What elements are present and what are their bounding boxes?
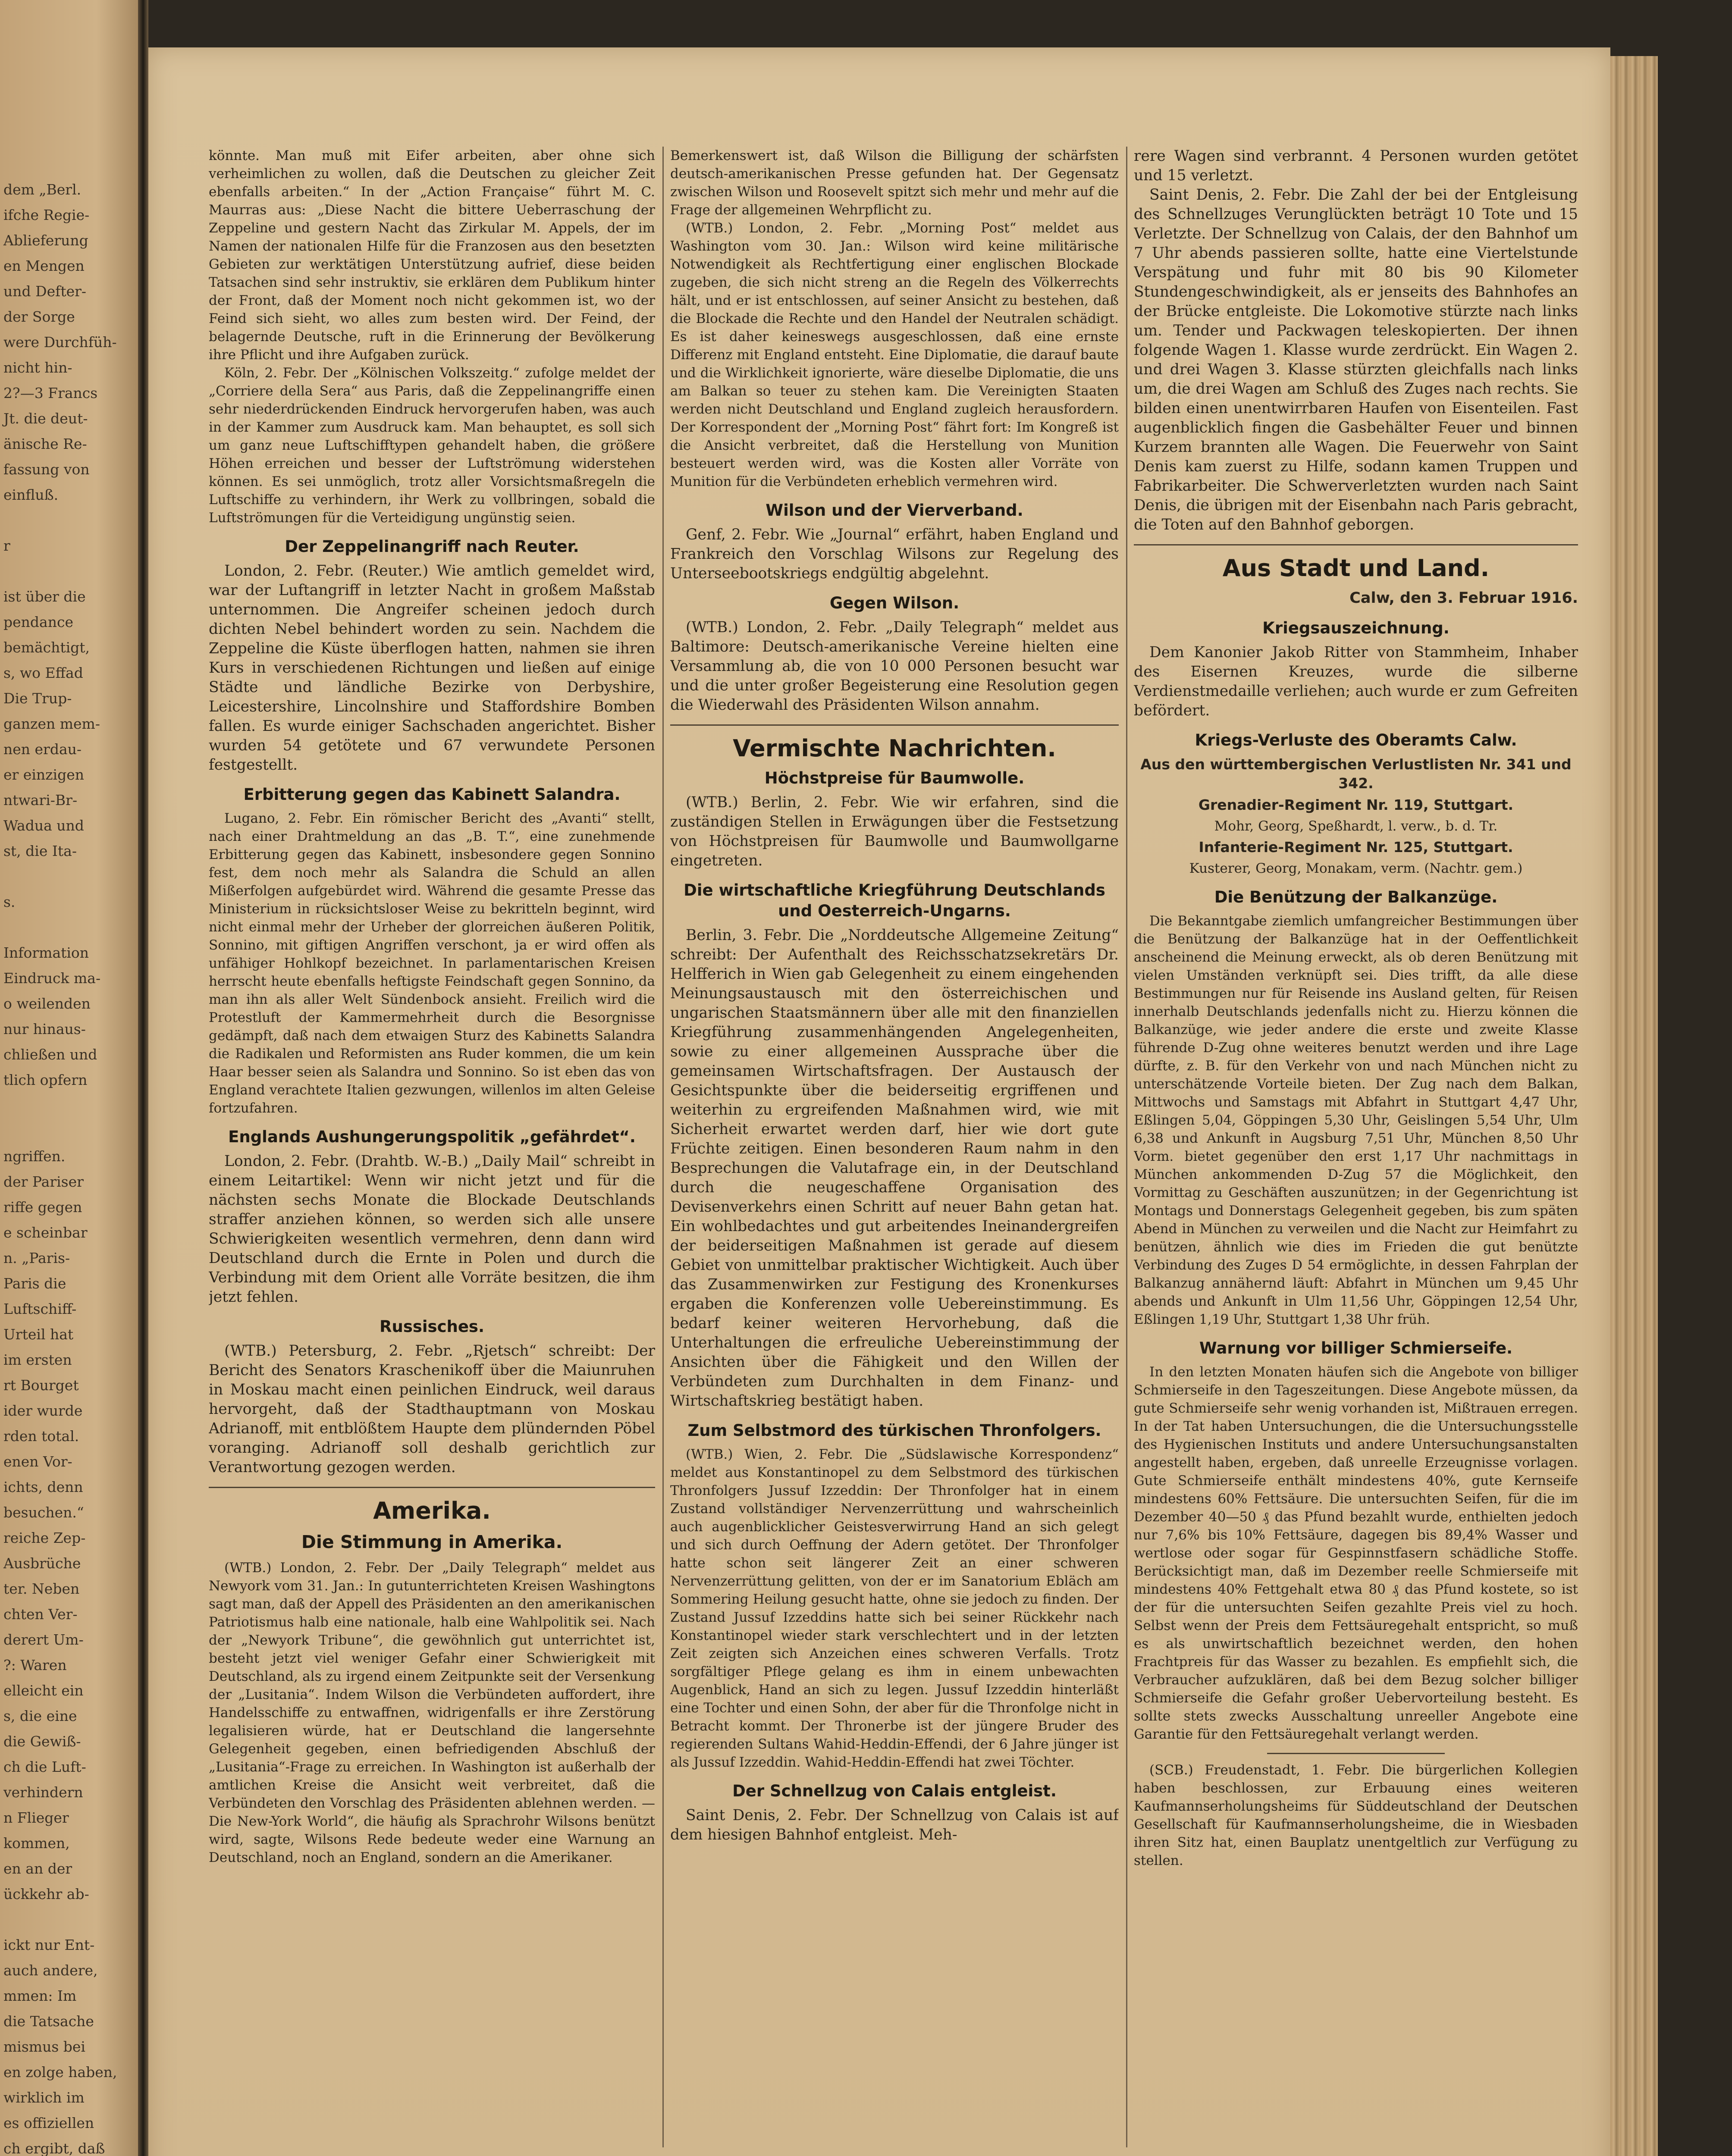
left-page-line: es offiziellen xyxy=(3,2115,94,2131)
headline: Die Stimmung in Amerika. xyxy=(301,1532,563,1552)
left-page-line: änische Re- xyxy=(3,436,87,452)
left-page-line xyxy=(0,558,138,584)
left-page-line: tlich opfern xyxy=(3,1072,88,1088)
headline: Zum Selbstmord des türkischen Thronfolgers. xyxy=(687,1421,1101,1440)
section-rule xyxy=(670,724,1119,726)
left-page-line: rden total. xyxy=(3,1428,79,1445)
left-page-line: n. „Paris- xyxy=(3,1250,70,1266)
left-page-line: ch die Luft- xyxy=(3,1758,86,1775)
left-page-line: ider wurde xyxy=(3,1402,83,1419)
left-page-line: Ausbrüche xyxy=(3,1555,81,1572)
article-paragraph: Bemerkenswert ist, daß Wilson die Billigung der schärfsten deutsch-amerikanischen Presse gefunden hat. Der Gegensatz zwischen Wilson und Roosevelt spitzt sich mehr und mehr auf die Frage der allgemeinen Wehrpflicht zu. xyxy=(670,148,1119,218)
left-page-line: elleicht ein xyxy=(3,1682,84,1699)
left-page-line: reiche Zep- xyxy=(3,1529,86,1546)
newspaper-page xyxy=(148,47,1610,2156)
casualty-entry: Mohr, Georg, Speßhardt, l. verw., b. d. Tr. xyxy=(1214,818,1498,834)
left-page-line: Eindruck ma- xyxy=(3,970,101,987)
headline: Erbitterung gegen das Kabinett Salandra. xyxy=(243,785,621,804)
left-page-line: auch andere, xyxy=(3,1962,98,1979)
left-page-line: chließen und xyxy=(3,1046,97,1063)
left-page-line: dem „Berl. xyxy=(3,181,82,198)
article-paragraph: Berlin, 3. Febr. Die „Norddeutsche Allgemeine Zeitung“ schreibt: Der Aufenthalt des Reichsschatzsekretärs Dr. Helfferich in Wien gab Gelegenheit zu einem eingehenden Meinungsaustausch mit den österreichischen und ungarischen Staatsmännern über alle mit den finanziellen Kriegführung zusammenhängenden Angelegenheiten, sowie zu einer allgemeinen Aussprache über die gemeinsamen Wirtschaftsfragen. Der Austausch der Gesichtspunkte über die beiderseitig ergriffenen und weiterhin zu ergreifenden Maßnahmen wird, wie mit Sicherheit erwartet werden darf, hier wie dort gute Früchte zeitigen. Einen besonderen Raum nahm in den Besprechungen die Valutafrage ein, in der Deutschland durch die neugeschaffene Organisation des Devisenverkehrs einen Schritt auf neuer Bahn getan hat. Ein wohlbedachtes und gut arbeitendes Ineinandergreifen der beiderseitigen Maßnahmen ist gerade auf diesem Gebiet von unmittelbar praktischer Wichtigkeit. Auch über das Zusammenwirken zur Festigung des Kronenkurses ergaben die Konferenzen volle Uebereinstimmung. Es bedarf keiner weiteren Hervorhebung, daß die Unterhaltungen die erfreuliche Uebereinstimmung der Ansichten über die Fähigkeit und den Willen der Verbündeten zum Durchhalten in dem Finanz- und Wirtschaftskrieg bestätigt haben. xyxy=(670,927,1119,1410)
column-2 xyxy=(670,147,1119,2147)
page-edges xyxy=(1610,56,1658,2156)
left-page-line: fassung von xyxy=(3,461,90,478)
left-page-line: ngriffen. xyxy=(3,1148,66,1165)
left-page-line: en zolge haben, xyxy=(3,2064,117,2081)
article-paragraph: (WTB.) London, 2. Febr. Der „Daily Telegraph“ meldet aus Newyork vom 31. Jan.: In gutunterrichteten Kreisen Washingtons sagt man, daß der Appell des Präsidenten an den amerikanischen Patriotismus halb eine nationale, halb eine Wahlpolitik sei. Nach der „Newyork Tribune“, die gewöhnlich gut unterrichtet ist, besteht jetzt viel weniger Gefahr einer Schwierigkeit mit Deutschland, als zu irgend einem Zeitpunkte seit der Versenkung der „Lusitania“. Indem Wilson die Verbündeten auffordert, ihre Handelsschiffe zu entwaffnen, widrigenfalls er ihre Zerstörung legalisieren würde, hat er Deutschland die langersehnte Gelegenheit gegeben, einen befriedigenden Abschluß der „Lusitania“-Frage zu erreichen. In Washington ist außerhalb der amtlichen Kreise die Ansicht weit verbreitet, daß die Verbündeten den Vorschlag des Präsidenten ablehnen werden. — Die New-York World“, die häufig als Sprachrohr Wilsons benützt wird, sagte, Wilsons Rede bedeute weder eine Warnung an Deutschland, noch an England, sondern an die Amerikaner. xyxy=(209,1560,655,1865)
regiment-heading: Grenadier-Regiment Nr. 119, Stuttgart. xyxy=(1198,796,1514,813)
left-page-line: und Defter- xyxy=(3,283,87,300)
left-page-line xyxy=(0,915,138,940)
dateline: Calw, den 3. Februar 1916. xyxy=(1349,589,1578,607)
article-paragraph: (WTB.) Wien, 2. Febr. Die „Südslawische Korrespondenz“ meldet aus Konstantinopel zu dem Selbstmord des türkischen Thronfolgers Jussuf Izzeddin: Der Thronfolger hat in einem Zustand vollständiger Nervenzerrüttung und wahrscheinlich auch augenblicklicher Geistesverwirrung Hand an sich gelegt und sich durch Oeffnung der Adern getötet. Der Thronfolger hatte schon seit längerer Zeit an einer schweren Nervenzerrüttung gelitten, von der er im Sanatorium Ebläch am Sommering Heilung gesucht hatte, ohne sie jedoch zu finden. Der Zustand Jussuf Izzeddins hatte sich bei seiner Rückkehr nach Konstantinopel wieder stark verschlechtert und in der letzten Zeit zeigten sich Anzeichen eines schweren Verfalls. Trotz sorgfältiger Pflege gelang es ihm in einem unbewachten Augenblick, Hand an sich zu legen. Jussuf Izzeddin hinterläßt eine Tochter und einen Sohn, der aber für die Thronfolge nicht in Betracht kommt. Der Thronerbe ist der jüngere Bruder des regierenden Sultans Wahid-Heddin-Effendi, der 6 Jahre jünger ist als Jussuf Izzeddin. Wahid-Heddin-Effendi hat zwei Töchter. xyxy=(670,1447,1119,1770)
headline: Die Benützung der Balkanzüge. xyxy=(1214,888,1498,906)
article-paragraph: Lugano, 2. Febr. Ein römischer Bericht des „Avanti“ stellt, nach einer Drahtmeldung an das „B. T.“, eine zunehmende Erbitterung gegen das Kabinett, insbesondere gegen Sonnino fest, dem noch mehr als Salandra die Schuld an allen Mißerfolgen aufgebürdet wird. Während die gesamte Presse das Ministerium in rücksichtsloser Weise zu bekritteln beginnt, wird nicht einmal mehr der Urheber der glorreichen äußeren Politik, Sonnino, mit giftigen Angriffen verschont, ja er wird offen als unfähiger Hohlkopf bezeichnet. In parlamentarischen Kreisen herrscht heute ebenfalls heftigste Feindschaft gegen Sonnino, da man ihn als aller Welt Sündenbock ansieht. Freilich wird die Protestluft der Kammermehrheit durch die Besorgnisse gedämpft, daß nach dem etwaigen Sturz des Kabinetts Salandra die Radikalen und Reformisten ans Ruder kommen, die um kein Haar besser seien als Salandra und Sonnino. So ist eben das von England verachtete Italien gezwungen, willenlos im alten Geleise fortzufahren. xyxy=(209,811,655,1116)
article-paragraph: Die Bekanntgabe ziemlich umfangreicher Bestimmungen über die Benützung der Balkanzüge hat in der Oeffentlichkeit anscheinend die Meinung erweckt, als ob deren Benützung mit vielen Umständen verknüpft sei. Dies trifft, da alle diese Bestimmungen nur für Reisende ins Ausland gelten, für Reisen innerhalb Deutschlands jedenfalls nicht zu. Hierzu können die Balkanzüge, wie jeder andere die erste und zweite Klasse führende D-Zug ohne weiteres benutzt werden und ihre Lage dürfte, z. B. für den Verkehr von und nach München nicht zu unterschätzende Vorteile bieten. Der Zug nach dem Balkan, Mittwochs und Samstags mit Abfahrt in Stuttgart 4,47 Uhr, Eßlingen 5,04, Göppingen 5,30 Uhr, Geislingen 5,54 Uhr, Ulm 6,38 und Ankunft in Augsburg 7,51 Uhr, München 8,50 Uhr Vorm. bietet gegenüber den erst 1,17 Uhr nachmittags in München ankommenden D-Zug 57 die Möglichkeit, den Vormittag zu Geschäften auszunützen; in der Gegenrichtung ist Montags und Donnerstags Gelegenheit gegeben, bis zum späten Abend in München zu verweilen und die Nacht zur Heimfahrt zu benützen, ähnlich wie dies im Frieden die gut benützte Verbindung des Zuges D 54 ermöglichte, in dessen Fahrplan der Balkanzug annähernd läuft: Abfahrt in München um 9,45 Uhr abends und Ankunft in Ulm 11,56 Uhr, Göppingen 12,54 Uhr, Eßlingen 1,19 Uhr, Stuttgart 1,38 Uhr früh. xyxy=(1134,913,1578,1327)
left-page-line: einfluß. xyxy=(3,486,59,503)
left-page-line: mismus bei xyxy=(3,2038,85,2055)
article-paragraph: Saint Denis, 2. Febr. Der Schnellzug von Calais ist auf dem hiesigen Bahnhof entgleist. Meh- xyxy=(670,1807,1119,1843)
left-page-line xyxy=(0,864,138,889)
left-page-line: r xyxy=(3,537,10,554)
book-gutter xyxy=(138,0,148,2156)
section-rule xyxy=(1267,1753,1445,1754)
headline: Der Zeppelinangriff nach Reuter. xyxy=(285,537,579,556)
left-page-line xyxy=(0,508,138,533)
section-title: Vermischte Nachrichten. xyxy=(733,735,1056,762)
left-page-line: mmen: Im xyxy=(3,1987,77,2004)
headline: Wilson und der Vierverband. xyxy=(766,501,1023,520)
headline: Warnung vor billiger Schmierseife. xyxy=(1199,1339,1513,1357)
article-paragraph: (SCB.) Freudenstadt, 1. Febr. Die bürgerlichen Kollegien haben beschlossen, zur Erbauung eines weiteren Kaufmannserholungsheims für Süddeutschland der Deutschen Gesellschaft für Kaufmannserholungsheime, die in Wiesbaden ihren Sitz hat, einen Bauplatz unentgeltlich zur Verfügung zu stellen. xyxy=(1134,1762,1578,1868)
left-page-line: kommen, xyxy=(3,1835,70,1852)
headline: Die wirtschaftliche Kriegführung Deutschlands und Oesterreich-Ungarns. xyxy=(684,881,1105,920)
left-page-line: Urteil hat xyxy=(3,1326,74,1343)
article-paragraph: Köln, 2. Febr. Der „Kölnischen Volkszeitg.“ zufolge meldet der „Corriere della Sera“ aus Paris, daß die Zeppelinangriffe einen sehr niederdrückenden Eindruck hervorgerufen haben, was auch in der Kammer zum Ausdruck kam. Man behauptet, es soll sich um ganz neue Luftschifftypen gehandelt haben, die größere Höhen erreichen und besser der Luftströmung widerstehen können. Es sei unmöglich, trotz aller Vorsichtsmaßregeln die Luftschiffe zu verhindern, ihr Werk zu vollbringen, sobald die Luftströmungen für die Verteidigung ungünstig seien. xyxy=(209,365,655,526)
headline: Russisches. xyxy=(379,1317,485,1336)
headline: Höchstpreise für Baumwolle. xyxy=(764,769,1025,787)
left-page-lines xyxy=(0,0,138,2156)
left-page-line: besuchen.“ xyxy=(3,1504,84,1521)
left-page-line: enen Vor- xyxy=(3,1453,72,1470)
left-page-line: er einzigen xyxy=(3,766,84,783)
left-page-line: im ersten xyxy=(3,1351,72,1368)
article-paragraph: könnte. Man muß mit Eifer arbeiten, aber ohne sich verheimlichen zu wollen, daß die Deutschen zu gleicher Zeit ebenfalls arbeiten.“ In der „Action Française“ führt M. C. Maurras aus: „Diese Nacht die bittere Ueberraschung der Zeppeline und gestern Nacht das Zirkular M. Appels, der im Namen der nationalen Hilfe für die Franzosen aus den besetzten Gebieten zur werktätigen Unterstützung aufrief, diese beiden Tatsachen sind sehr instruktiv, sie erklären dem Publikum hinter der Front, daß der Moment noch nicht gekommen ist, wo der Feind sich sieht, wo alles zum besten wird. Der Feind, der belagernde Deutsche, ruft in die Erinnerung der Bevölkerung ihre Pflicht und ihre Aufgaben zurück. xyxy=(209,148,655,363)
left-page-line xyxy=(0,1093,138,1118)
left-page-line: Luftschiff- xyxy=(3,1300,77,1317)
left-page-line: ifche Regie- xyxy=(3,207,90,223)
left-page-line: Paris die xyxy=(3,1275,66,1292)
left-page-line xyxy=(0,1118,138,1144)
section-title: Aus Stadt und Land. xyxy=(1222,555,1490,582)
left-page-line: ganzen mem- xyxy=(3,715,100,732)
headline: Kriegsauszeichnung. xyxy=(1262,619,1450,637)
column-3 xyxy=(1134,147,1578,2147)
left-page-line: Die Trup- xyxy=(3,690,72,707)
left-page-line: die Gewiß- xyxy=(3,1733,81,1750)
left-page-line: Ablieferung xyxy=(3,232,88,249)
article-paragraph: (WTB.) London, 2. Febr. „Morning Post“ meldet aus Washington vom 30. Jan.: Wilson wird keine militärische Notwendigkeit als Rechtfertigung einer englischen Blockade zugeben, die sich nicht streng an die Regeln des Völkerrechts hält, und er ist entschlossen, auf seiner Ansicht zu bestehen, daß die Blockade die Rechte und den Handel der Neutralen schädigt. Es ist daher keineswegs ausgeschlossen, daß eine ernste Differenz mit England entsteht. Eine Diplomatie, die darauf baute und die Wirklichkeit ignorierte, wäre dieselbe Diplomatie, die uns am Balkan so teuer zu stehen kam. Die Vereinigten Staaten werden nicht Deutschland und England zugleich herausfordern. Der Korrespondent der „Morning Post“ fährt fort: Im Kongreß ist die Ansicht verbreitet, daß die Herstellung von Munition besteuert werden wird, was die Kosten aller Vorräte von Munition für die Verbündeten erheblich vermehren wird. xyxy=(670,220,1119,489)
left-page-line: ch ergibt, daß xyxy=(3,2140,105,2156)
column-rule xyxy=(662,147,664,2147)
article-paragraph: (WTB.) Petersburg, 2. Febr. „Rjetsch“ schreibt: Der Bericht des Senators Kraschenikoff über die Maiunruhen in Moskau macht einen peinlichen Eindruck, weil daraus hervorgeht, daß der Stadthauptmann von Moskau Adrianoff, mit entblößtem Haupte dem plündernden Pöbel voranging. Adrianoff soll deshalb gerichtlich zur Verantwortung gezogen werden. xyxy=(209,1342,655,1476)
left-page-line: wirklich im xyxy=(3,2089,85,2106)
left-page-line: st, die Ita- xyxy=(3,843,77,859)
left-page-line: bemächtigt, xyxy=(3,639,90,656)
article-paragraph: London, 2. Febr. (Reuter.) Wie amtlich gemeldet wird, war der Luftangriff in letzter Nacht in großem Maßstab unternommen. Die Angreifer scheinen jedoch durch dichten Nebel behindert worden zu sein. Nachdem die Zeppeline die Küste überflogen hatten, nahmen sie ihren Kurs in verschiedenen Richtungen und ließen auf einige Städte und ländliche Bezirke von Derbyshire, Leicestershire, Lincolnshire und Staffordshire Bomben fallen. Es wurde einiger Sachschaden angerichtet. Bisher wurden 54 getötete und 67 verwundete Personen festgestellt. xyxy=(209,562,655,774)
section-rule xyxy=(1134,544,1578,545)
left-page-fragment xyxy=(0,0,138,2156)
left-page-line: Information xyxy=(3,944,89,961)
article-paragraph: rere Wagen sind verbrannt. 4 Personen wurden getötet und 15 verletzt. xyxy=(1134,147,1578,184)
regiment-heading: Infanterie-Regiment Nr. 125, Stuttgart. xyxy=(1199,839,1513,856)
article-paragraph: Dem Kanonier Jakob Ritter von Stammheim, Inhaber des Eisernen Kreuzes, wurde die silberne Verdienstmedaille verliehen; auch wurde er zum Gefreiten befördert. xyxy=(1134,644,1578,719)
left-page-line: en an der xyxy=(3,1860,72,1877)
left-page-line: nicht hin- xyxy=(3,359,72,376)
section-rule xyxy=(209,1487,655,1488)
article-paragraph: (WTB.) Berlin, 2. Febr. Wie wir erfahren, sind die zuständigen Stellen in Erwägungen über die Festsetzung von Höchstpreisen für Baumwolle und Baumwollgarne eingetreten. xyxy=(670,794,1119,869)
left-page-line: der Pariser xyxy=(3,1173,84,1190)
left-page-line: e scheinbar xyxy=(3,1224,88,1241)
left-page-line: der Sorge xyxy=(3,308,75,325)
column-rule xyxy=(1126,147,1127,2147)
left-page-line: pendance xyxy=(3,614,73,630)
headline: Englands Aushungerungspolitik „gefährdet“. xyxy=(228,1128,636,1146)
left-page-line: s. xyxy=(3,893,16,910)
left-page-line: were Durchfüh- xyxy=(3,334,117,351)
left-page-line: riffe gegen xyxy=(3,1199,82,1216)
left-page-line: die Tatsache xyxy=(3,2013,94,2030)
left-page-line: ichts, denn xyxy=(3,1479,83,1495)
left-page-line: s, die eine xyxy=(3,1708,77,1724)
subheading: Aus den württembergischen Verlustlisten Nr. 341 und 342. xyxy=(1140,756,1572,792)
left-page-line: 2?—3 Francs xyxy=(3,385,98,401)
left-page-line: rt Bourget xyxy=(3,1377,79,1394)
column-1 xyxy=(209,147,655,2147)
left-page-line: ickt nur Ent- xyxy=(3,1937,95,1953)
article-paragraph: London, 2. Febr. (Drahtb. W.-B.) „Daily Mail“ schreibt in einem Leitartikel: Wenn wir nicht jetzt und für die nächsten sechs Monate die Blockade Deutschlands straffer anziehen können, so werden sich alle unsere Schwierigkeiten wesentlich vermehren, denn dann wird Deutschland durch die Ernte in Polen und durch die Verbindung mit dem Orient alle Vorräte besitzen, die ihm jetzt fehlen. xyxy=(209,1153,655,1306)
left-page-line: Jt. die deut- xyxy=(3,410,88,427)
left-page-line: Wadua und xyxy=(3,817,84,834)
left-page-line: nen erdau- xyxy=(3,741,82,758)
section-title: Amerika. xyxy=(373,1497,491,1524)
left-page-line: chten Ver- xyxy=(3,1606,78,1623)
headline: Der Schnellzug von Calais entgleist. xyxy=(732,1782,1057,1800)
left-page-line: ?: Waren xyxy=(3,1657,67,1673)
left-page-line: ter. Neben xyxy=(3,1580,80,1597)
left-page-line: ist über die xyxy=(3,588,86,605)
left-page-line: verhindern xyxy=(3,1784,83,1801)
article-paragraph: Genf, 2. Febr. Wie „Journal“ erfährt, haben England und Frankreich den Vorschlag Wilsons zur Regelung des Unterseebootskriegs endgültig abgelehnt. xyxy=(670,526,1119,582)
left-page-line: derert Um- xyxy=(3,1631,84,1648)
left-page-line: ückkehr ab- xyxy=(3,1886,89,1902)
headline: Kriegs-Verluste des Oberamts Calw. xyxy=(1195,731,1517,749)
article-paragraph: In den letzten Monaten häufen sich die Angebote von billiger Schmierseife in den Tageszeitungen. Diese Angebote müssen, da gute Schmierseife sehr wenig vorhanden ist, Mißtrauen erregen. In der Tat haben Untersuchungen, die die Untersuchungsstelle des Hygienischen Instituts und andere Untersuchungsanstalten angestellt haben, ergeben, daß unreelle Erzeugnisse vorlagen. Gute Schmierseife enthält mindestens 40%, gute Kernseife mindestens 60% Fettsäure. Die untersuchten Seifen, für die im Dezember 40—50 ₰ das Pfund bezahlt wurde, enthielten jedoch nur 7,6% bis 10% Fettsäure, dagegen bis 89,4% Wasser und wertlose oder sogar für Gespinnstfasern schädliche Stoffe. Berücksichtigt man, daß im Dezember reelle Schmierseife mit mindestens 40% Fettgehalt etwa 80 ₰ das Pfund kostete, so ist der für die untersuchten Seifen gezahlte Preis viel zu hoch. Selbst wenn der Preis dem Fettsäuregehalt entspricht, so muß es als unwirtschaftlich bezeichnet werden, den hohen Frachtpreis für das Wasser zu bezahlen. Es empfiehlt sich, die Verbraucher aufzuklären, daß bei dem Bezug solcher billiger Schmierseife die Gefahr großer Uebervorteilung besteht. Es sollte stets zwecks Ausschaltung unreeller Angebote eine Garantie für den Fettsäuregehalt verlangt werden. xyxy=(1134,1364,1578,1742)
left-page-line: nur hinaus- xyxy=(3,1021,86,1037)
left-page-line: s, wo Effad xyxy=(3,664,83,681)
article-paragraph: (WTB.) London, 2. Febr. „Daily Telegraph“ meldet aus Baltimore: Deutsch-amerikanische Vereine hielten eine Versammlung ab, die von 10 000 Personen besucht war und die unter großer Begeisterung eine Resolution gegen die Wiederwahl des Präsidenten Wilson annahm. xyxy=(670,619,1119,714)
article-paragraph: Saint Denis, 2. Febr. Die Zahl der bei der Entgleisung des Schnellzuges Verunglückten beträgt 10 Tote und 15 Verletzte. Der Schnellzug von Calais, der den Bahnhof um 7 Uhr abends passieren sollte, hatte eine Viertelstunde Verspätung und fuhr mit 80 bis 90 Kilometer Stundengeschwindigkeit, als er jenseits des Bahnhofes an der Brücke entgleiste. Die Lokomotive stürzte nach links um. Tender und Packwagen teleskopierten. Der ihnen folgende Wagen 1. Klasse wurde zerdrückt. Ein Wagen 2. und drei Wagen 3. Klasse stürzten gleichfalls nach links um, die drei Wagen am Schluß des Zuges nach rechts. Sie bilden einen unentwirrbaren Haufen von Eisenteilen. Fast augenblicklich fingen die Gasbehälter Feuer und binnen Kurzem brannten alle Wagen. Die Feuerwehr von Saint Denis kam zuerst zu Hilfe, sodann kamen Truppen und Fabrikarbeiter. Die Schwerverletzten wurden nach Saint Denis, die übrigen mit der Eisenbahn nach Paris gebracht, die Toten auf den Bahnhof geborgen. xyxy=(1134,186,1578,533)
left-page-line xyxy=(0,1907,138,1932)
left-page-line: ntwari-Br- xyxy=(3,792,78,808)
headline: Gegen Wilson. xyxy=(829,594,960,612)
left-page-line: en Mengen xyxy=(3,257,85,274)
left-page-line: n Flieger xyxy=(3,1809,69,1826)
casualty-entry: Kusterer, Georg, Monakam, verm. (Nachtr. gem.) xyxy=(1189,861,1523,876)
left-page-line: o weilenden xyxy=(3,995,91,1012)
